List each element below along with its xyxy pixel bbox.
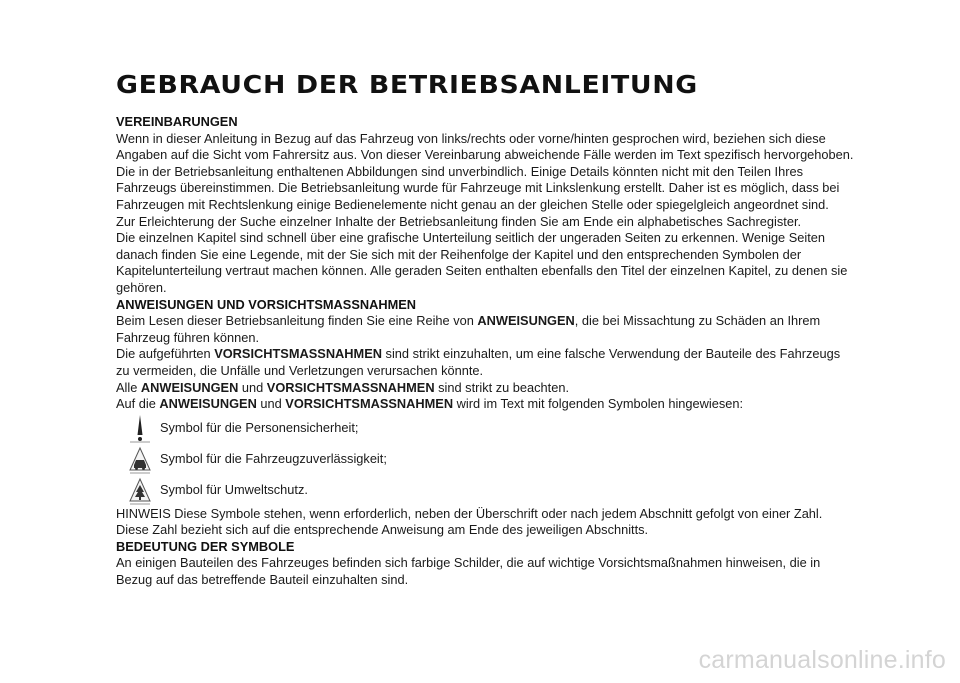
- page-title: GEBRAUCH DER BETRIEBSANLEITUNG: [116, 70, 698, 99]
- environment-warning-icon: [128, 476, 152, 504]
- text-run: , die bei Missachtung zu Schäden an Ihrem Fahrzeug führen können.: [116, 313, 821, 345]
- bold-term: VORSICHTSMASSNAHMEN: [214, 346, 382, 362]
- text-run: und: [238, 379, 267, 395]
- text-run: sind strikt einzuhalten, um eine falsche Verwendung der Bauteile des Fahrzeugs zu vermeiden, die Unfälle und Verletzungen verursachen könnte.: [116, 346, 841, 378]
- symbol-label: Symbol für die Fahrzeugzuverlässigkeit;: [160, 450, 387, 466]
- watermark: carmanualsonline.info: [698, 646, 946, 674]
- paragraph: Zur Erleichterung der Suche einzelner Inhalte der Betriebsanleitung finden Sie am Ende ein alphabetisches Sachregister.: [116, 213, 802, 229]
- section-instructions: [116, 297, 856, 539]
- paragraph: [116, 313, 856, 346]
- bold-term: VORSICHTSMASSNAHMEN: [285, 396, 454, 412]
- section-heading: VEREINBARUNGEN: [116, 114, 238, 129]
- vehicle-warning-icon: [128, 445, 152, 473]
- section-heading: BEDEUTUNG DER SYMBOLE: [116, 538, 295, 554]
- paragraph: [116, 396, 856, 413]
- paragraph: [116, 346, 856, 379]
- symbol-row: [116, 475, 856, 506]
- paragraph: Wenn in dieser Anleitung in Bezug auf das Fahrzeug von links/rechts oder vorne/hinten gesprochen wird, beziehen sich diese Angaben auf die Sicht vom Fahrersitz aus. Von dieser Vereinbarung abweichende Fälle werden im Text spezifisch hervorgehoben.: [116, 130, 854, 163]
- bold-term: ANWEISUNGEN: [477, 313, 575, 329]
- section-heading: ANWEISUNGEN UND VORSICHTSMASSNAHMEN: [116, 296, 417, 312]
- symbol-label: Symbol für Umweltschutz.: [160, 481, 308, 497]
- section-symbol-meaning: [116, 539, 856, 589]
- bold-term: VORSICHTSMASSNAHMEN: [266, 379, 435, 395]
- text-run: sind strikt zu beachten.: [434, 379, 570, 395]
- text-run: und: [256, 396, 286, 412]
- paragraph: [116, 380, 856, 397]
- person-warning-icon: [128, 414, 152, 442]
- text-run: Beim Lesen dieser Betriebsanleitung finden Sie eine Reihe von: [116, 313, 478, 329]
- bold-term: ANWEISUNGEN: [140, 379, 239, 395]
- text-run: wird im Text mit folgenden Symbolen hingewiesen:: [453, 396, 744, 412]
- symbol-label: Symbol für die Personensicherheit;: [160, 419, 359, 435]
- symbol-row: [116, 413, 856, 444]
- manual-page: [116, 70, 856, 589]
- note-paragraph: HINWEIS Diese Symbole stehen, wenn erforderlich, neben der Überschrift oder nach jedem Abschnitt gefolgt von einer Zahl. Diese Zahl bezieht sich auf die entsprechende Anweisung am Ende des jeweiligen Abschnitts.: [116, 505, 823, 538]
- text-run: Alle: [116, 379, 141, 395]
- paragraph: Die in der Betriebsanleitung enthaltenen Abbildungen sind unverbindlich. Einige Details könnten nicht mit den Teilen Ihres Fahrzeugs übereinstimmen. Die Betriebsanleitung wurde für Fahrzeuge mit Linkslenkung erstellt. Daher ist es möglich, dass bei Fahrzeugen mit Rechtslenkung einige Bedienelemente nicht genau an der gleichen Stelle oder spiegelgleich angeordnet sind.: [116, 163, 840, 212]
- paragraph: Die einzelnen Kapitel sind schnell über eine grafische Unterteilung seitlich der ungeraden Seiten zu erkennen. Wenige Seiten danach finden Sie eine Legende, mit der Sie sich mit der Reihenfolge der Kapitel und den entsprechenden Symbolen der Kapitelunterteilung vertraut machen können. Alle geraden Seiten enthalten ebenfalls den Titel der einzelnen Kapitel, zu denen sie gehören.: [116, 230, 848, 295]
- bold-term: ANWEISUNGEN: [159, 396, 257, 412]
- text-run: Auf die: [116, 396, 160, 412]
- paragraph: An einigen Bauteilen des Fahrzeuges befinden sich farbige Schilder, die auf wichtige Vorsichtsmaßnahmen hinweisen, die in Bezug auf das betreffende Bauteil einzuhalten sind.: [116, 555, 821, 588]
- text-run: Die aufgeführten: [116, 346, 215, 362]
- section-conventions: [116, 114, 856, 297]
- symbol-row: [116, 444, 856, 475]
